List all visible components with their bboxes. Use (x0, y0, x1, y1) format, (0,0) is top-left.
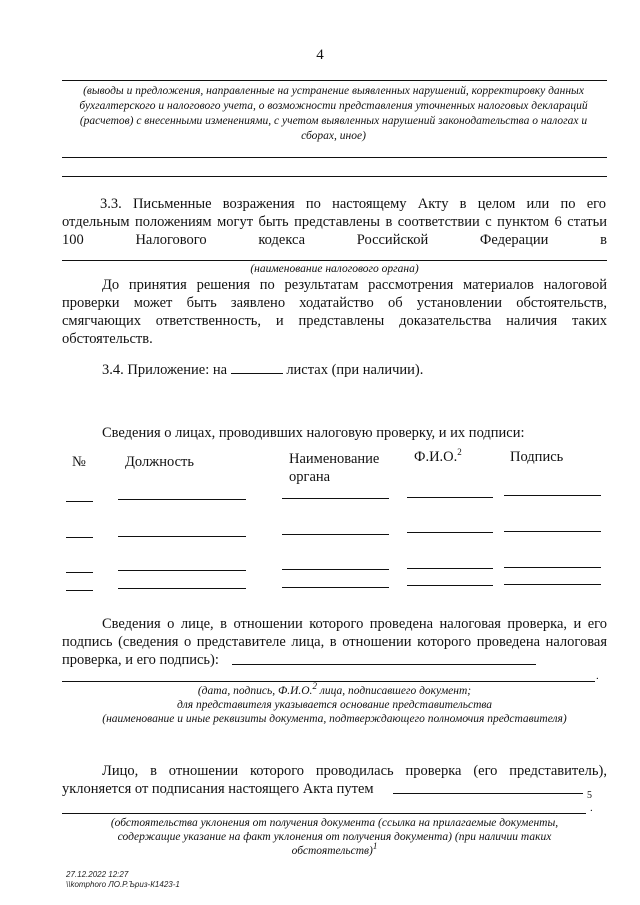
taxpayer-caption-1 (62, 681, 607, 699)
word: кодекса (258, 232, 306, 248)
blank-line (66, 537, 93, 538)
attachment-prefix: 3.4. Приложение: на (102, 362, 228, 378)
evasion-line2: уклоняется от подписания настоящего Акта путем (62, 781, 374, 797)
section-3-3-line3 (62, 231, 607, 249)
col-position: Должность (125, 454, 194, 470)
blank-line (407, 497, 493, 498)
blank-line (66, 590, 93, 591)
blank-line (407, 532, 493, 533)
word: Федерации (479, 232, 549, 248)
attachment-suffix: листах (при наличии). (286, 362, 424, 378)
page-number: 4 (316, 47, 324, 63)
blank-line (282, 534, 389, 535)
blank-line (62, 157, 607, 158)
blank-line (282, 587, 389, 588)
blank-line (282, 569, 389, 570)
word: в (600, 232, 607, 248)
section-3-3-line2: отдельным положениям могут быть представлены в соответствии с пунктом 6 статьи (62, 214, 607, 230)
conclusions-line (62, 80, 607, 81)
evasion-caption-3 (62, 841, 607, 859)
evasion-line1: Лицо, в отношении которого проводилась проверка (его представитель), (102, 763, 607, 779)
blank-line (504, 495, 601, 496)
footnote-mark: 2 (312, 681, 317, 692)
section-3-3-line1: 3.3. Письменные возражения по настоящему Акту в целом или по его (100, 196, 606, 212)
col-fio-label: Ф.И.О. (414, 449, 458, 465)
footnote-mark: 2 (457, 447, 462, 458)
col-number: № (72, 454, 86, 470)
blank-line (66, 501, 93, 502)
blank-line (118, 499, 246, 500)
blank-line (504, 531, 601, 532)
section-3-3-para2: До принятия решения по результатам рассмотрения материалов налоговой проверки может быть заявлено ходатайство об установлении обстоятельств, смягчающих ответственность, и представлены доказательства наличия таких обстоятельств. (62, 277, 607, 347)
taxpayer-signature-line (232, 664, 536, 665)
blank-line (66, 572, 93, 573)
taxpayer-caption-2: для представителя указывается основание представительства (176, 699, 493, 711)
col-signature: Подпись (510, 449, 564, 465)
blank-line (62, 813, 586, 814)
evasion-caption-2: содержащие указание на факт уклонения от получения документа) (при наличии таких (117, 831, 552, 843)
footnote-mark: 5 (587, 790, 592, 801)
evasion-method-line (393, 793, 583, 794)
print-stamp-path: \\komphoro ЛО.Р.Ъриз-К1423-1 (66, 880, 180, 889)
blank-line (118, 570, 246, 571)
word: Налогового (135, 232, 207, 248)
caption-text: (дата, подпись, Ф.И.О. (197, 685, 313, 697)
blank-line (504, 567, 601, 568)
blank-line (62, 681, 595, 682)
blank-line (118, 536, 246, 537)
blank-line (282, 498, 389, 499)
tax-authority-line (62, 260, 607, 261)
taxpayer-caption-3: (наименование и иные реквизиты документа, подтверждающего полномочия представителя) (102, 713, 567, 725)
evasion-caption-1: (обстоятельства уклонения от получения документа (ссылка на прилагаемые документы, (110, 817, 559, 829)
tax-authority-caption: (наименование налогового органа) (250, 263, 419, 275)
inspectors-heading: Сведения о лицах, проводивших налоговую проверку, и их подписи: (102, 425, 525, 441)
line-end-dot: . (596, 670, 599, 682)
col-fio (414, 448, 462, 466)
section-3-4 (102, 361, 423, 379)
blank-line (407, 568, 493, 569)
col-org: Наименование органа (289, 451, 380, 485)
blank-line (118, 588, 246, 589)
word: 100 (62, 232, 84, 248)
conclusions-caption: (выводы и предложения, направленные на устранение выявленных нарушений, корректировку данных бухгалтерского и налогового учета, о возможности представления уточненных налоговых деклараций (расчетов) с внесенными изменениями, с учетом выявленных нарушений законодательства о налогах и сборах, иное) (79, 85, 588, 142)
taxpayer-info: Сведения о лице, в отношении которого проведена налоговая проверка, и его подпись (сведения о представителе лица, в отношении которого проведена налоговая проверка, и его подпись): (62, 616, 607, 668)
sheets-count-field (231, 361, 283, 374)
blank-line (62, 176, 607, 177)
blank-line (504, 584, 601, 585)
blank-line (407, 585, 493, 586)
caption-text: обстоятельств) (291, 845, 373, 857)
line-end-dot: . (590, 802, 593, 814)
word: Российской (356, 232, 429, 248)
footnote-mark: 1 (372, 841, 378, 852)
caption-text: лица, подписавшего документ; (316, 685, 472, 697)
print-stamp-date: 27.12.2022 12:27 (66, 870, 129, 879)
